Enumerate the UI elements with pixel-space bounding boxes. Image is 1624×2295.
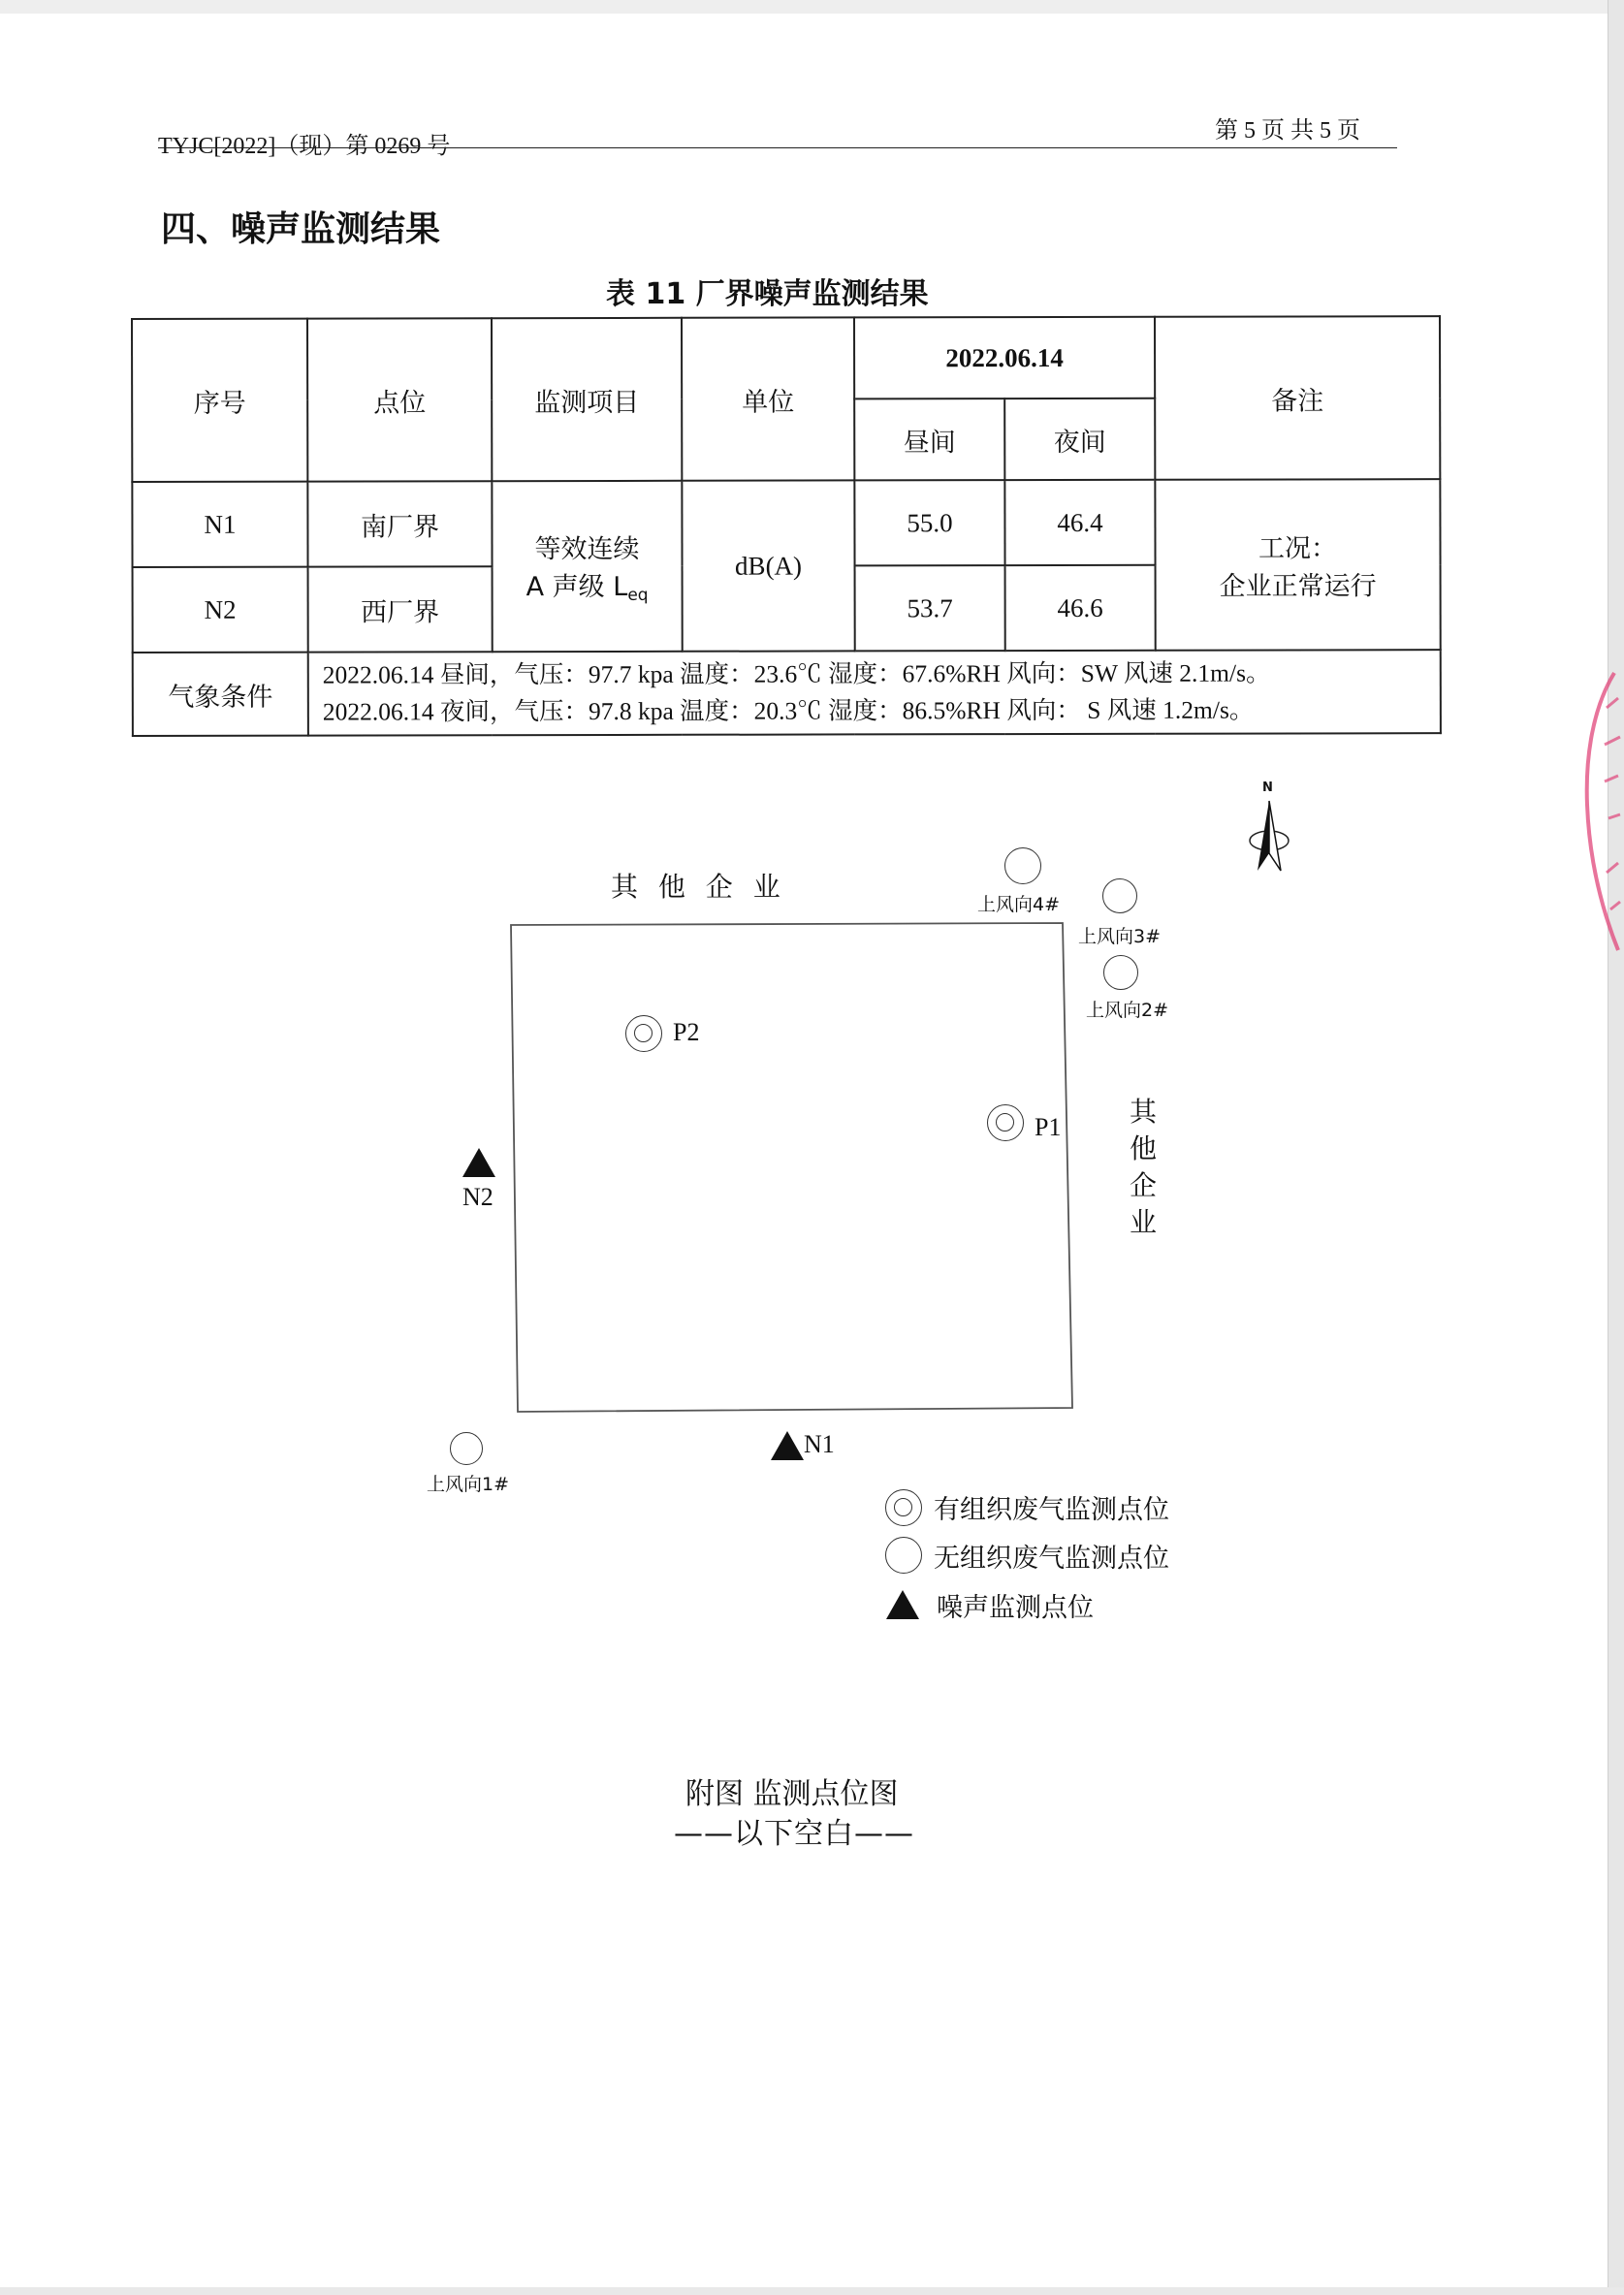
weather-label: 气象条件	[133, 653, 308, 736]
figure-title: 附图 监测点位图	[685, 1777, 899, 1811]
weather-row	[133, 650, 1441, 736]
header-rule	[158, 147, 1397, 148]
north-arrow-icon	[1236, 797, 1304, 875]
legend-noise-label: 噪声监测点位	[937, 1593, 1094, 1623]
unorganized-point-icon	[885, 1537, 922, 1574]
item-line2-main: A 声级 L	[525, 571, 628, 603]
row-night-value: 46.6	[1005, 565, 1156, 651]
report-number: TYJC[2022]（现）第 0269 号	[158, 134, 451, 159]
row-day-value: 53.7	[855, 565, 1005, 651]
unit-cell: dB(A)	[682, 480, 854, 651]
p1-label: P1	[1035, 1113, 1062, 1141]
remark-line2: 企业正常运行	[1219, 571, 1377, 602]
scan-bottom-edge	[0, 2287, 1624, 2295]
n2-label: N2	[462, 1183, 494, 1211]
item-line2-sub: eq	[627, 585, 649, 605]
row-point: 西厂界	[308, 566, 493, 652]
legend-organized-label: 有组织废气监测点位	[934, 1495, 1169, 1525]
organized-point-icon	[987, 1104, 1024, 1141]
unorganized-point-icon	[1004, 847, 1041, 884]
n1-label: N1	[804, 1430, 835, 1458]
section-title: 四、噪声监测结果	[161, 209, 441, 249]
page-info: 第 5 页 共 5 页	[1215, 118, 1360, 143]
upwind-1-label: 上风向1#	[427, 1474, 510, 1495]
scan-right-edge	[1608, 0, 1624, 2295]
compass-label: N	[1262, 781, 1273, 795]
item-cell	[492, 481, 682, 652]
header-remark: 备注	[1155, 316, 1440, 480]
p2-label: P2	[673, 1018, 700, 1046]
unorganized-point-icon	[450, 1432, 483, 1465]
header-unit: 单位	[682, 317, 854, 480]
scan-top-edge	[0, 0, 1624, 14]
noise-table-wrap	[131, 315, 1440, 764]
unorganized-point-icon	[1102, 878, 1137, 913]
row-index: N2	[133, 567, 308, 653]
east-neighbor-char: 企	[1130, 1169, 1158, 1201]
remark-line1: 工况：	[1258, 533, 1338, 564]
north-neighbor-label: 其 他 企 业	[611, 871, 786, 903]
noise-point-icon	[462, 1148, 495, 1177]
header-night: 夜间	[1004, 398, 1155, 480]
header-item: 监测项目	[492, 318, 682, 481]
header-point: 点位	[307, 318, 492, 481]
weather-line-day: 2022.06.14 昼间，气压：97.7 kpa 温度：23.6℃ 湿度：67.6%RH 风向：SW 风速 2.1m/s。	[322, 658, 1271, 689]
legend-unorganized-label: 无组织废气监测点位	[934, 1544, 1169, 1574]
plant-boundary	[504, 916, 1086, 1420]
item-line2	[494, 565, 682, 605]
row-point: 南厂界	[307, 481, 492, 566]
noise-point-icon	[886, 1590, 919, 1619]
weather-line-night: 2022.06.14 夜间，气压：97.8 kpa 温度：20.3℃ 湿度：86.5%RH 风向： S 风速 1.2m/s。	[322, 695, 1255, 726]
east-neighbor-char: 其	[1130, 1096, 1158, 1128]
header-index: 序号	[132, 319, 307, 482]
remark-cell	[1155, 479, 1440, 651]
item-line1: 等效连续	[534, 533, 640, 565]
noise-table	[131, 315, 1442, 737]
unorganized-point-icon	[1103, 955, 1138, 990]
east-neighbor-char: 他	[1130, 1132, 1158, 1164]
row-day-value: 55.0	[854, 480, 1004, 565]
east-neighbor-label	[1130, 1094, 1157, 1241]
organized-point-icon	[625, 1015, 662, 1052]
upwind-2-label: 上风向2#	[1086, 1000, 1169, 1021]
east-neighbor-char: 业	[1130, 1206, 1158, 1238]
end-note: ——以下空白——	[674, 1817, 914, 1851]
table-row	[132, 479, 1440, 567]
upwind-3-label: 上风向3#	[1078, 926, 1162, 947]
weather-cell	[308, 650, 1441, 735]
table-caption: 表 11 厂界噪声监测结果	[606, 277, 929, 311]
header-date: 2022.06.14	[854, 317, 1155, 399]
header-day: 昼间	[854, 398, 1004, 480]
upwind-4-label: 上风向4#	[977, 894, 1061, 915]
row-index: N1	[132, 482, 307, 567]
organized-point-icon	[885, 1489, 922, 1526]
red-seal-stamp	[1576, 669, 1622, 960]
row-night-value: 46.4	[1004, 480, 1155, 565]
noise-point-icon	[771, 1431, 804, 1460]
